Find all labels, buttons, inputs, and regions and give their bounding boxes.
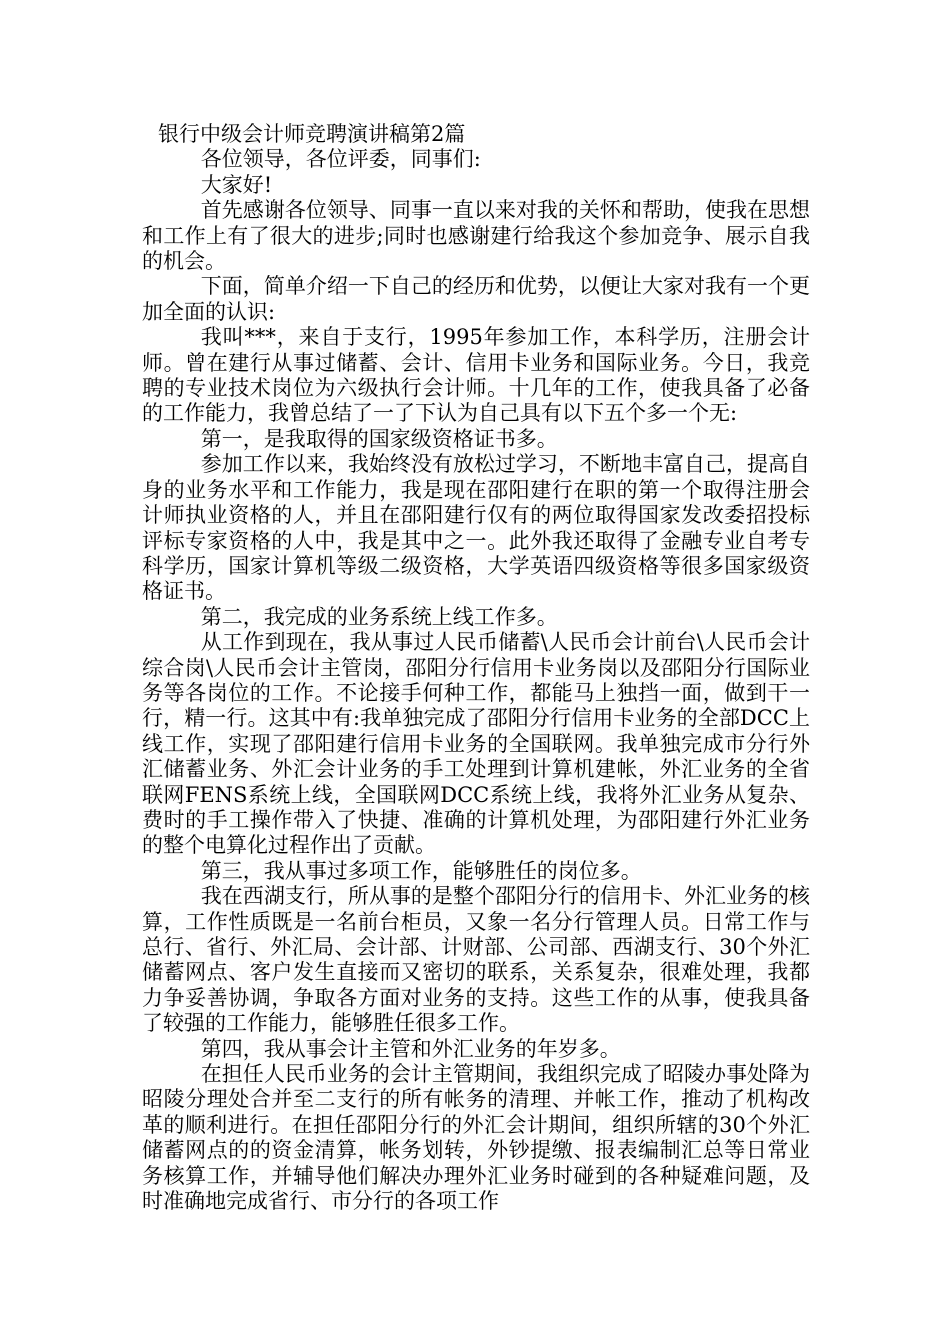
paragraph-accounting: 在担任人民币业务的会计主管期间，我组织完成了昭陵办事处降为昭陵分理处合并至二支行的所有帐务的清理、并帐工作，推动了机构改革的顺利进行。在担任邵阳分行的外汇会计期间，组织所辖的30个外汇储蓄网点的的资金清算，帐务划转，外钞提缴、报表编制汇总等日常业务核算工作，并辅导他们解决办理外汇业务时碰到的各种疑难问题，及时准确地完成省行、市分行的各项工作	[142, 1062, 810, 1214]
document-title: 银行中级会计师竞聘演讲稿第2篇	[158, 122, 466, 146]
paragraph-point-one: 第一，是我取得的国家级资格证书多。	[200, 426, 558, 451]
document-body	[142, 122, 810, 1214]
paragraph-point-two: 第二，我完成的业务系统上线工作多。	[200, 604, 558, 629]
paragraph-certificates: 参加工作以来，我始终没有放松过学习，不断地丰富自己，提高自身的业务水平和工作能力，我是现在邵阳建行在职的第一个取得注册会计师执业资格的人，并且在邵阳建行仅有的两位取得国家发改委招投标评标专家资格的人中，我是其中之一。此外我还取得了金融专业自考专科学历，国家计算机等级二级资格，大学英语四级资格等很多国家级资格证书。	[142, 452, 810, 604]
paragraph-positions: 我在西湖支行，所从事的是整个邵阳分行的信用卡、外汇业务的核算，工作性质既是一名前台柜员，又象一名分行管理人员。日常工作与总行、省行、外汇局、会计部、计财部、公司部、西湖支行、30个外汇储蓄网点、客户发生直接而又密切的联系，关系复杂，很难处理，我都力争妥善协调，争取各方面对业务的支持。这些工作的从事，使我具备了较强的工作能力，能够胜任很多工作。	[142, 884, 810, 1036]
paragraph-systems: 从工作到现在，我从事过人民币储蓄\人民币会计前台\人民币会计综合岗\人民币会计主管岗，邵阳分行信用卡业务岗以及邵阳分行国际业务等各岗位的工作。不论接手何种工作，都能马上独挡一面，做到干一行，精一行。这其中有:我单独完成了邵阳分行信用卡业务的全部DCC上线工作，实现了邵阳建行信用卡业务的全国联网。我单独完成市分行外汇储蓄业务、外汇会计业务的手工处理到计算机建帐，外汇业务的全省联网FENS系统上线，全国联网DCC系统上线，我将外汇业务从复杂、费时的手工操作带入了快捷、准确的计算机处理，为邵阳建行外汇业务的整个电算化过程作出了贡献。	[142, 630, 810, 858]
paragraph-point-four: 第四，我从事会计主管和外汇业务的年岁多。	[200, 1036, 621, 1061]
paragraph-thanks: 首先感谢各位领导、同事一直以来对我的关怀和帮助，使我在思想和工作上有了很大的进步;同时也感谢建行给我这个参加竞争、展示自我的机会。	[142, 198, 810, 274]
paragraph-point-three: 第三，我从事过多项工作，能够胜任的岗位多。	[200, 858, 642, 883]
paragraph-background: 我叫***，来自于支行，1995年参加工作，本科学历，注册会计师。曾在建行从事过储蓄、会计、信用卡业务和国际业务。今日，我竞聘的专业技术岗位为六级执行会计师。十几年的工作，使我具备了必备的工作能力，我曾总结了一了下认为自己具有以下五个多一个无:	[142, 325, 810, 426]
paragraph-intro: 下面，简单介绍一下自己的经历和优势，以便让大家对我有一个更加全面的认识:	[142, 274, 810, 324]
paragraph-greeting: 各位领导，各位评委，同事们:	[200, 147, 481, 172]
paragraph-hello: 大家好!	[200, 172, 273, 197]
